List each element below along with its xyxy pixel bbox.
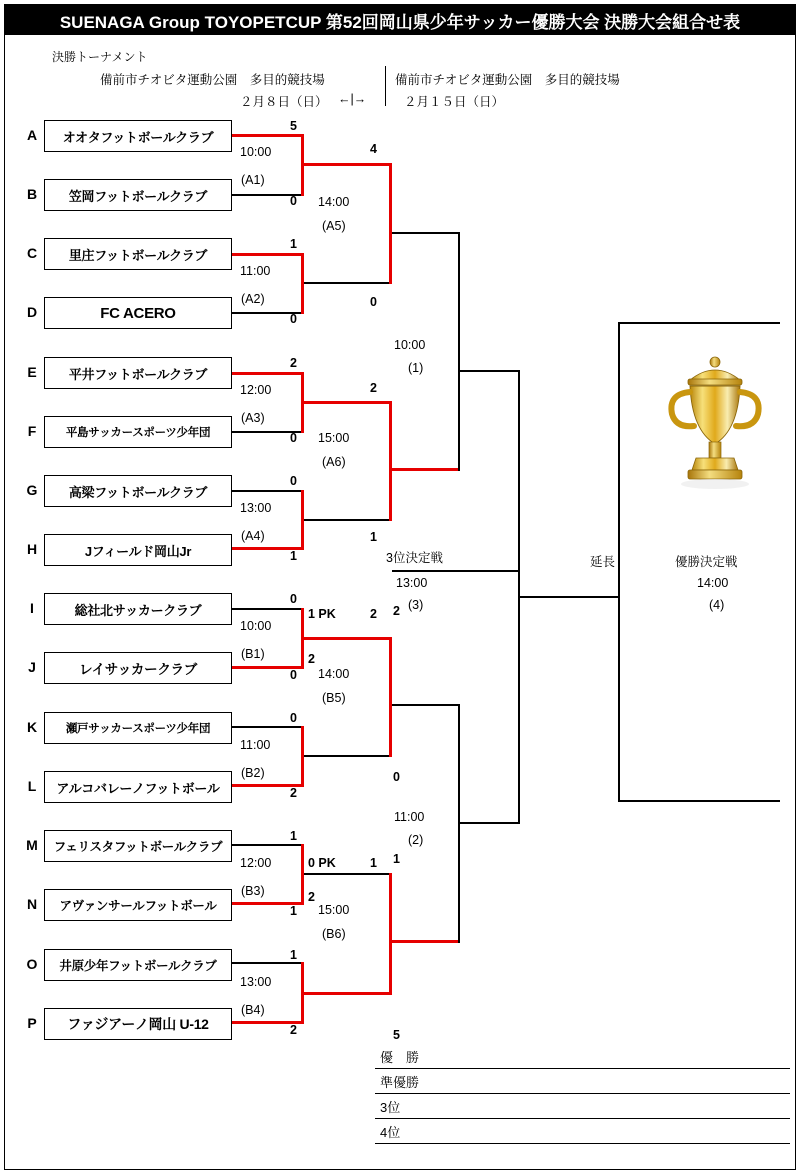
score-a2-bottom: 0 xyxy=(290,312,297,326)
slot-letter-o: O xyxy=(26,956,38,972)
slot-letter-g: G xyxy=(26,482,38,498)
third-place-code: (3) xyxy=(408,598,424,612)
score-a1-bottom: 0 xyxy=(290,194,297,208)
line-final-out xyxy=(520,596,620,598)
score-a3-top: 2 xyxy=(290,356,297,370)
line-champion-bottom xyxy=(620,800,780,802)
match-time-a2: 11:00 xyxy=(240,264,271,278)
match-time-a1: 10:00 xyxy=(240,145,272,159)
slot-letter-f: F xyxy=(27,423,37,439)
line-b6-bottom xyxy=(304,992,392,995)
extra-time-label: 延長 xyxy=(590,555,616,569)
final-label: 優勝決定戦 xyxy=(675,555,738,569)
match-code-b5: (B5) xyxy=(322,691,346,705)
venue-right-name: 備前市チオビタ運動公園 多目的競技場 xyxy=(395,73,620,87)
team-name-e: 平井フットボールクラブ xyxy=(68,366,208,382)
score-b5-top2: 2 xyxy=(308,652,315,666)
semi2-code: (2) xyxy=(408,833,424,847)
team-box-m[interactable] xyxy=(44,830,232,862)
team-name-o: 井原少年フットボールクラブ xyxy=(59,959,217,973)
result-row-champion xyxy=(375,1044,790,1069)
semi1-time: 10:00 xyxy=(394,338,426,352)
match-time-a4: 13:00 xyxy=(240,501,272,515)
slot-letter-l: L xyxy=(27,778,37,794)
team-box-n[interactable] xyxy=(44,889,232,921)
third-place-time: 13:00 xyxy=(396,576,428,590)
match-code-a5: (A5) xyxy=(322,219,346,233)
result-row-runnerup xyxy=(375,1069,790,1094)
semi2-out-score: 5 xyxy=(393,1028,400,1042)
match-time-b6: 15:00 xyxy=(318,903,350,917)
team-name-a: オオタフットボールクラブ xyxy=(62,129,214,145)
line-semi1-bottom xyxy=(392,468,460,471)
slot-letter-p: P xyxy=(27,1015,37,1031)
line-b2-top xyxy=(232,726,304,728)
final-code: (4) xyxy=(709,598,725,612)
match-time-b1: 10:00 xyxy=(240,619,272,633)
team-box-b[interactable] xyxy=(44,179,232,211)
score-b1-top: 0 xyxy=(290,592,297,606)
match-time-a3: 12:00 xyxy=(240,383,272,397)
line-champion-vert xyxy=(618,322,620,802)
line-a3-top xyxy=(232,372,304,375)
slot-letter-h: H xyxy=(26,541,38,557)
tournament-subtitle: 決勝トーナメント xyxy=(52,50,148,64)
score-b2-bottom: 2 xyxy=(290,786,297,800)
final-time: 14:00 xyxy=(697,576,729,590)
team-name-l: アルコバレーノフットボール xyxy=(56,780,220,796)
team-box-k[interactable] xyxy=(44,712,232,744)
match-code-b1: (B1) xyxy=(241,647,265,661)
line-final-bottom xyxy=(460,822,520,824)
team-name-m: フェリスタフットボールクラブ xyxy=(53,840,223,854)
line-a5-top xyxy=(304,163,392,166)
match-code-a6: (A6) xyxy=(322,455,346,469)
team-box-c[interactable] xyxy=(44,238,232,270)
semi2-time: 11:00 xyxy=(394,810,425,824)
score-a4-bottom: 1 xyxy=(290,549,297,563)
line-a5-vert xyxy=(389,163,392,284)
match-code-a2: (A2) xyxy=(241,292,265,306)
team-box-h[interactable] xyxy=(44,534,232,566)
slot-letter-n: N xyxy=(26,896,38,912)
venue-left-date: ２月８日（日） xyxy=(240,95,328,109)
line-b6-top xyxy=(304,873,392,875)
line-b4-top xyxy=(232,962,304,964)
score-b3-top: 1 xyxy=(290,829,297,843)
score-a6-bottom: 1 xyxy=(370,530,377,544)
team-box-g[interactable] xyxy=(44,475,232,507)
line-b5-vert xyxy=(389,637,392,757)
team-name-b: 笠岡フットボールクラブ xyxy=(68,188,208,204)
slot-letter-d: D xyxy=(26,304,38,320)
line-a6-vert xyxy=(389,401,392,521)
match-code-b3: (B3) xyxy=(241,884,265,898)
line-b5-top xyxy=(304,637,392,640)
date-arrow: ←|→ xyxy=(338,92,367,106)
score-b6-bottom: 1 xyxy=(370,856,377,870)
line-b1-top xyxy=(232,608,304,610)
score-a2-top: 1 xyxy=(290,237,297,251)
match-code-b4: (B4) xyxy=(241,1003,265,1017)
match-time-b5: 14:00 xyxy=(318,667,350,681)
score-b5-top-pk: 1 PK xyxy=(308,607,336,621)
slot-letter-c: C xyxy=(26,245,38,261)
result-row-third xyxy=(375,1094,790,1119)
team-box-i[interactable] xyxy=(44,593,232,625)
match-time-a5: 14:00 xyxy=(318,195,350,209)
line-semi2-bottom xyxy=(392,940,460,943)
semi2-in-top-score: 2 xyxy=(393,604,400,618)
result-label-champion: 優 勝 xyxy=(380,1050,420,1065)
team-name-j: レイサッカークラブ xyxy=(79,662,197,677)
score-b3-bottom: 1 xyxy=(290,904,297,918)
result-label-third: 3位 xyxy=(380,1100,401,1115)
team-name-d: FC ACERO xyxy=(100,304,176,322)
line-a6-bottom xyxy=(304,519,392,521)
slot-letter-i: I xyxy=(30,600,34,616)
semi1-out-score: 0 xyxy=(393,770,400,784)
team-name-k: 瀬戸サッカースポーツ少年団 xyxy=(65,723,211,735)
score-b4-bottom: 2 xyxy=(290,1023,297,1037)
line-semi1-top xyxy=(392,232,460,234)
match-time-b2: 11:00 xyxy=(240,738,271,752)
result-row-fourth xyxy=(375,1119,790,1144)
score-a6-top: 2 xyxy=(370,381,377,395)
score-a4-top: 0 xyxy=(290,474,297,488)
team-box-a[interactable] xyxy=(44,120,232,152)
semi2-in-bottom-score: 1 xyxy=(393,852,400,866)
line-b3-top xyxy=(232,844,304,846)
venue-right-date: ２月１５日（日） xyxy=(404,95,505,109)
team-box-l[interactable] xyxy=(44,771,232,803)
match-code-a4: (A4) xyxy=(241,529,265,543)
slot-letter-b: B xyxy=(26,186,38,202)
match-code-b2: (B2) xyxy=(241,766,265,780)
score-a5-bottom: 0 xyxy=(370,295,377,309)
team-box-o[interactable] xyxy=(44,949,232,981)
line-a6-top xyxy=(304,401,392,404)
team-name-g: 高梁フットボールクラブ xyxy=(68,484,208,500)
team-name-n: アヴァンサールフットボール xyxy=(59,899,217,913)
venue-divider xyxy=(385,66,386,106)
venue-left-name: 備前市チオビタ運動公園 多目的競技場 xyxy=(100,73,325,87)
team-name-f: 平島サッカースポーツ少年団 xyxy=(65,427,211,439)
line-b6-vert xyxy=(389,873,392,995)
score-a1-top: 5 xyxy=(290,119,297,133)
line-third-place xyxy=(392,570,520,572)
team-box-j[interactable] xyxy=(44,652,232,684)
result-table xyxy=(375,1044,790,1168)
slot-letter-j: J xyxy=(28,659,36,675)
team-name-h: Jフィールド岡山Jr xyxy=(84,543,192,559)
score-b1-bottom: 0 xyxy=(290,668,297,682)
team-box-p[interactable] xyxy=(44,1008,232,1040)
score-b2-top: 0 xyxy=(290,711,297,725)
result-label-runnerup: 準優勝 xyxy=(380,1075,420,1090)
team-box-f[interactable] xyxy=(44,416,232,448)
page-title: SUENAGA Group TOYOPETCUP 第52回岡山県少年サッカー優勝大会 決勝大会組合せ表 xyxy=(5,5,795,35)
match-code-a3: (A3) xyxy=(241,411,265,425)
line-a2-top xyxy=(232,253,304,256)
team-name-c: 里庄フットボールクラブ xyxy=(68,247,208,263)
match-time-b4: 13:00 xyxy=(240,975,272,989)
result-label-fourth: 4位 xyxy=(380,1125,401,1140)
line-semi2-top xyxy=(392,704,460,706)
match-time-b3: 12:00 xyxy=(240,856,272,870)
score-b4-top: 1 xyxy=(290,948,297,962)
slot-letter-a: A xyxy=(26,127,38,143)
slot-letter-e: E xyxy=(27,364,37,380)
semi1-code: (1) xyxy=(408,361,424,375)
match-code-a1: (A1) xyxy=(241,173,265,187)
team-box-e[interactable] xyxy=(44,357,232,389)
line-semi1-vert xyxy=(458,232,460,471)
line-b5-bottom xyxy=(304,755,392,757)
result-row-blank xyxy=(375,1144,790,1168)
line-a4-top xyxy=(232,490,304,492)
team-name-p: ファジアーノ岡山 U-12 xyxy=(67,1016,209,1032)
score-b5-bottom: 2 xyxy=(370,607,377,621)
line-champion-top xyxy=(620,322,780,324)
score-a5-top: 4 xyxy=(370,142,377,156)
score-b6-top-pk: 0 PK xyxy=(308,856,336,870)
line-final-top xyxy=(460,370,520,372)
line-a1-top xyxy=(232,134,304,137)
team-box-d[interactable] xyxy=(44,297,232,329)
score-b6-top2: 2 xyxy=(308,890,315,904)
match-time-a6: 15:00 xyxy=(318,431,350,445)
slot-letter-k: K xyxy=(26,719,38,735)
trophy-icon xyxy=(660,352,770,502)
score-a3-bottom: 0 xyxy=(290,431,297,445)
line-a5-bottom xyxy=(304,282,392,284)
team-name-i: 総社北サッカークラブ xyxy=(74,602,202,618)
match-code-b6: (B6) xyxy=(322,927,346,941)
third-place-label: 3位決定戦 xyxy=(386,551,443,565)
slot-letter-m: M xyxy=(26,837,38,853)
